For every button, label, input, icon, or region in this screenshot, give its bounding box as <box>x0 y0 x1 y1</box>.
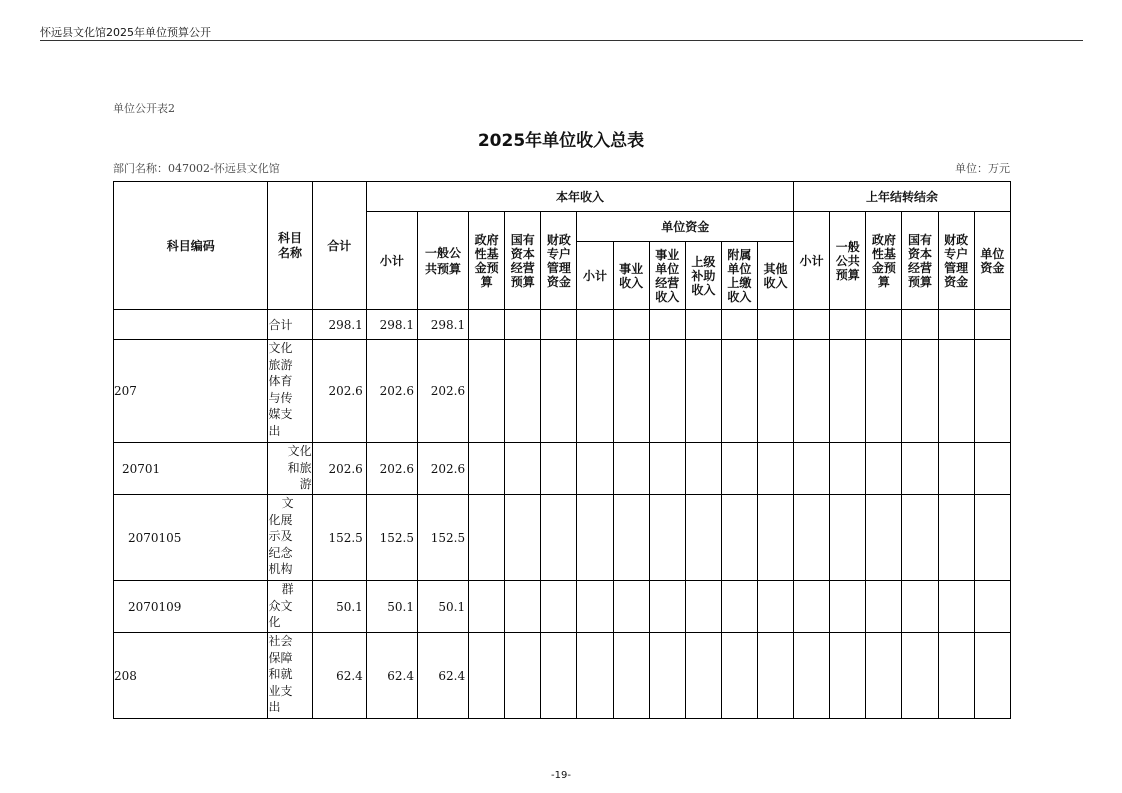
header-current-year: 本年收入 <box>366 182 793 212</box>
running-header: 怀远县文化馆2025年单位预算公开 <box>40 26 211 39</box>
row-total: 202.6 <box>312 443 366 495</box>
header-special-account: 财政专户管理资金 <box>541 212 577 310</box>
header-prior-state-capital: 国有资本经营预算 <box>902 212 938 310</box>
row-general: 50.1 <box>417 581 468 633</box>
header-name: 科目名称 <box>268 182 312 310</box>
row-general: 202.6 <box>417 443 468 495</box>
row-code: 2070105 <box>114 495 268 581</box>
header-prior-subtotal: 小计 <box>794 212 830 310</box>
row-name: 文化旅游体育与传媒支出 <box>268 340 312 443</box>
header-prior-general: 一般公共预算 <box>830 212 866 310</box>
row-general: 152.5 <box>417 495 468 581</box>
row-subtotal: 62.4 <box>366 633 417 719</box>
table-row <box>114 495 1011 581</box>
header-unit-funds: 单位资金 <box>577 212 794 242</box>
row-total: 202.6 <box>312 340 366 443</box>
department-label: 部门名称：047002-怀远县文化馆 <box>113 162 280 175</box>
header-affiliated-income: 附属单位上缴收入 <box>721 242 757 310</box>
header-other-income: 其他收入 <box>757 242 793 310</box>
row-general: 298.1 <box>417 310 468 340</box>
table-row <box>114 633 1011 719</box>
row-general: 202.6 <box>417 340 468 443</box>
header-gov-fund: 政府性基金预算 <box>469 212 505 310</box>
row-name: 文化展示及纪念机构 <box>268 495 312 581</box>
page-number: -19- <box>551 770 571 781</box>
table-row <box>114 310 1011 340</box>
header-prior-gov-fund: 政府性基金预算 <box>866 212 902 310</box>
row-subtotal: 298.1 <box>366 310 417 340</box>
row-subtotal: 152.5 <box>366 495 417 581</box>
header-prior-unit-funds: 单位资金 <box>974 212 1010 310</box>
page-title: 2025年单位收入总表 <box>477 131 645 151</box>
header-state-capital: 国有资本经营预算 <box>505 212 541 310</box>
row-name: 群众文化 <box>268 581 312 633</box>
row-code <box>114 310 268 340</box>
header-prior-year: 上年结转结余 <box>794 182 1011 212</box>
table-row <box>114 340 1011 443</box>
table-number: 单位公开表2 <box>113 102 175 115</box>
row-code: 20701 <box>114 443 268 495</box>
table-row <box>114 443 1011 495</box>
row-code: 208 <box>114 633 268 719</box>
header-prior-special: 财政专户管理资金 <box>938 212 974 310</box>
income-summary-table <box>113 181 1011 719</box>
row-code: 2070109 <box>114 581 268 633</box>
row-subtotal: 202.6 <box>366 340 417 443</box>
row-name: 社会保障和就业支出 <box>268 633 312 719</box>
header-subtotal: 小计 <box>366 212 417 310</box>
unit-label: 单位：万元 <box>955 162 1010 175</box>
row-subtotal: 202.6 <box>366 443 417 495</box>
row-total: 50.1 <box>312 581 366 633</box>
row-code: 207 <box>114 340 268 443</box>
header-code: 科目编码 <box>114 182 268 310</box>
header-total: 合计 <box>312 182 366 310</box>
header-superior-subsidy: 上级补助收入 <box>685 242 721 310</box>
row-name: 合计 <box>268 310 312 340</box>
header-general-budget: 一般公共预算 <box>417 212 468 310</box>
header-business-income: 事业收入 <box>613 242 649 310</box>
table-row <box>114 581 1011 633</box>
row-name: 文化和旅游 <box>268 443 312 495</box>
row-subtotal: 50.1 <box>366 581 417 633</box>
header-rule <box>40 40 1083 41</box>
row-general: 62.4 <box>417 633 468 719</box>
header-operating-income: 事业单位经营收入 <box>649 242 685 310</box>
row-total: 152.5 <box>312 495 366 581</box>
row-total: 62.4 <box>312 633 366 719</box>
header-unit-subtotal: 小计 <box>577 242 613 310</box>
row-total: 298.1 <box>312 310 366 340</box>
